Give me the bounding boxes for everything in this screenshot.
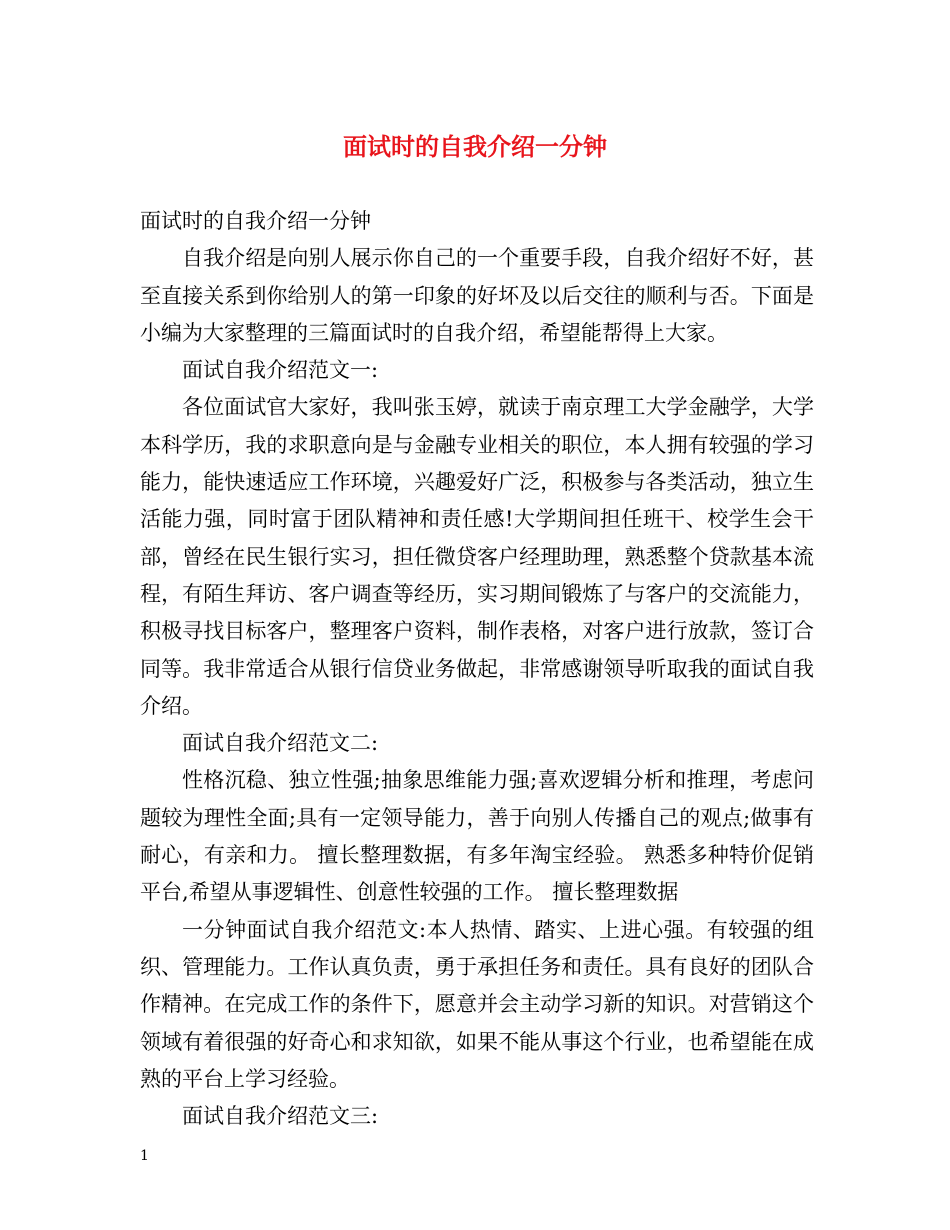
paragraph-intro: 自我介绍是向别人展示你自己的一个重要手段，自我介绍好不好，甚至直接关系到你给别人的第一印象的好坏及以后交往的顺利与否。下面是小编为大家整理的三篇面试时的自我介绍，希望能帮得上大家。 [140, 246, 814, 345]
paragraph-sample-one: 各位面试官大家好，我叫张玉婷，就读于南京理工大学金融学，大学本科学历，我的求职意向是与金融专业相关的职位，本人拥有较强的学习能力，能快速适应工作环境，兴趣爱好广泛，积极参与各类活动，独立生活能力强，同时富于团队精神和责任感!大学期间担任班干、校学生会干部，曾经在民生银行实习，担任微贷客户经理助理，熟悉整个贷款基本流程，有陌生拜访、客户调查等经历，实习期间锻炼了与客户的交流能力，积极寻找目标客户，整理客户资料，制作表格，对客户进行放款，签订合同等。我非常适合从银行信贷业务做起，非常感谢领导听取我的面试自我介绍。 [140, 395, 814, 718]
document-body [140, 203, 814, 1135]
heading-sample-one: 面试自我介绍范文一: [182, 358, 379, 383]
paragraph-subtitle: 面试时的自我介绍一分钟 [140, 209, 371, 233]
heading-sample-two: 面试自我介绍范文二: [182, 731, 379, 756]
paragraph-sample-two: 性格沉稳、独立性强;抽象思维能力强;喜欢逻辑分析和推理，考虑问题较为理性全面;具有一定领导能力，善于向别人传播自己的观点;做事有耐心，有亲和力。 擅长整理数据，有多年淘宝经验。 熟悉多种特价促销平台,希望从事逻辑性、创意性较强的工作。 擅长整理数据 [140, 768, 814, 905]
heading-sample-three: 面试自我介绍范文三: [182, 1104, 379, 1129]
paragraph-one-minute-sample: 一分钟面试自我介绍范文:本人热情、踏实、上进心强。有较强的组织、管理能力。工作认真负责，勇于承担任务和责任。具有良好的团队合作精神。在完成工作的条件下，愿意并会主动学习新的知识。对营销这个领域有着很强的好奇心和求知欲，如果不能从事这个行业，也希望能在成熟的平台上学习经验。 [140, 917, 814, 1091]
document-title: 面试时的自我介绍一分钟 [343, 132, 607, 161]
page-number: 1 [140, 1148, 149, 1164]
